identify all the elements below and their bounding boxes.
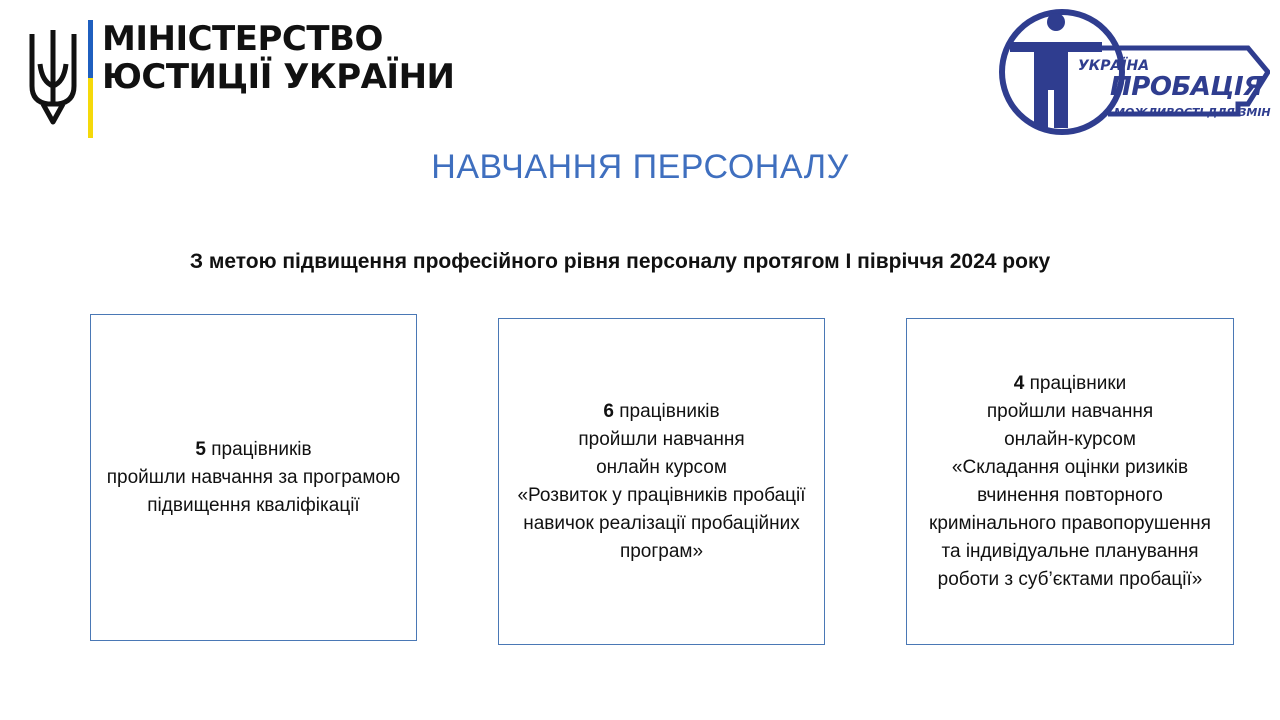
box-text: працівники пройшли навчання онлайн-курсом «Складання оцінки ризиків вчинення повторного кримінального правопорушення та індивідуальне планування роботи з суб’єктами пробації» — [929, 372, 1211, 590]
training-box-1 — [90, 314, 417, 641]
flag-stripe — [88, 20, 93, 138]
ministry-line-2: ЮСТИЦІЇ УКРАЇНИ — [102, 57, 455, 97]
box-text: працівників пройшли навчання онлайн курсом «Розвиток у працівників пробації навичок реалізації пробаційних програм» — [517, 400, 806, 562]
ministry-name — [102, 20, 455, 96]
box-text: працівників пройшли навчання за програмою підвищення кваліфікації — [106, 438, 401, 516]
probation-tagline: МОЖЛИВОСТІ ДЛЯ ЗМІН — [1114, 106, 1271, 119]
probation-word: ПРОБАЦІЯ — [1110, 72, 1263, 102]
probation-logo — [998, 8, 1270, 136]
training-box-2 — [498, 318, 825, 645]
ministry-logo — [26, 19, 455, 140]
probation-country: УКРАЇНА — [1078, 58, 1150, 74]
training-box-3 — [906, 318, 1234, 645]
box-count: 4 — [1013, 372, 1025, 394]
ministry-line-1: МІНІСТЕРСТВО — [102, 19, 383, 59]
trident-icon — [26, 24, 80, 128]
box-count: 6 — [603, 400, 614, 422]
box-count: 5 — [195, 438, 206, 460]
page-subtitle: З метою підвищення професійного рівня персоналу протягом І півріччя 2024 року — [189, 250, 1051, 273]
page-title: НАВЧАННЯ ПЕРСОНАЛУ — [431, 148, 849, 186]
